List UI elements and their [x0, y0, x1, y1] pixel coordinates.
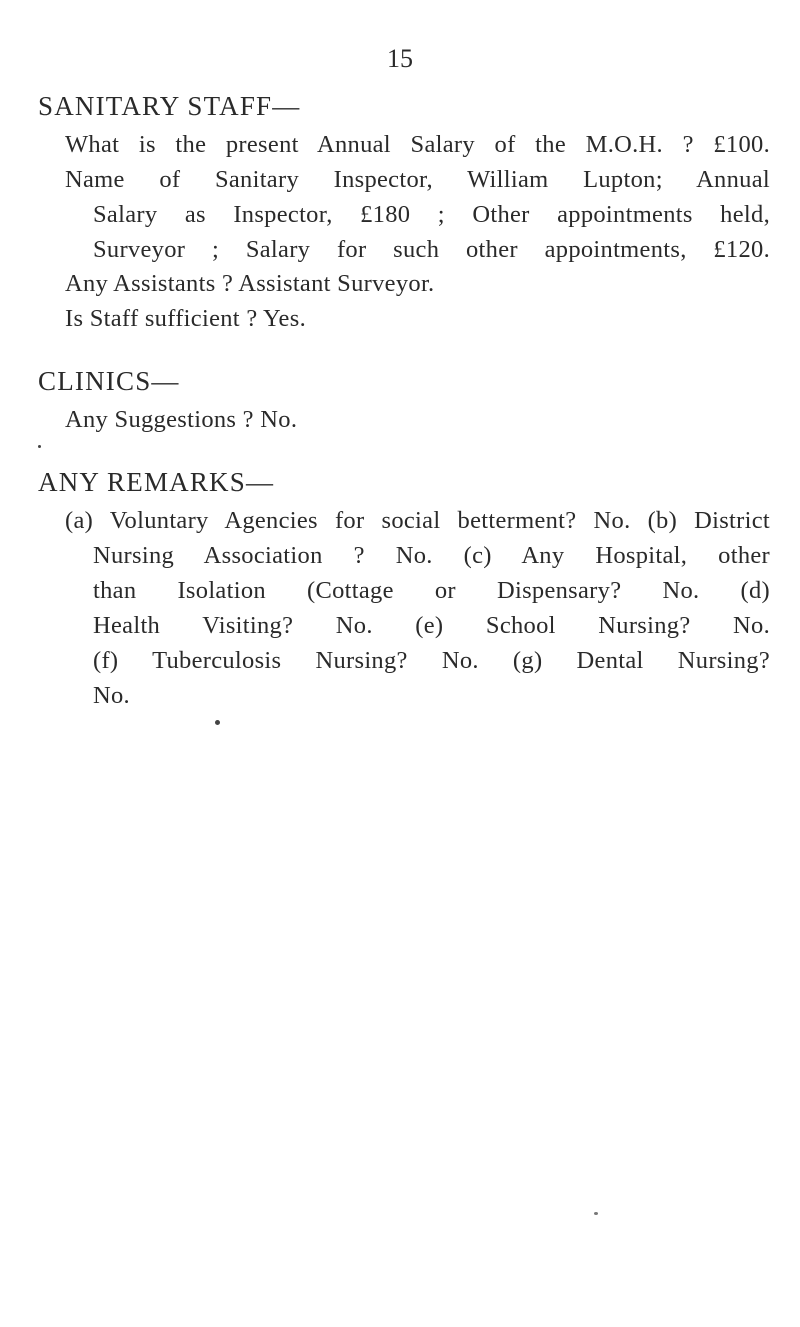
staff-sufficient-line — [65, 301, 770, 336]
remarks-heading: ANY REMARKS— — [38, 467, 275, 497]
inspector-line-2: Salary as Inspector, £180 ; Other appointments held, — [93, 201, 770, 228]
suggestions-text: Any Suggestions ? No. — [65, 406, 298, 433]
remarks-line-5: (f) Tuberculosis Nursing? No. (g) Dental Nursing? — [93, 647, 770, 674]
scan-speck — [38, 445, 41, 448]
remarks-line-4: Health Visiting? No. (e) School Nursing? No. — [93, 612, 770, 639]
clinics-heading: CLINICS— — [38, 366, 180, 396]
inspector-line-3: Surveyor ; Salary for such other appointments, £120. — [93, 236, 770, 263]
remarks-line-6: No. — [93, 682, 130, 709]
remarks-paragraph — [65, 503, 770, 713]
scan-speck — [215, 720, 220, 725]
page-number: 15 — [387, 44, 413, 73]
inspector-line-1: Name of Sanitary Inspector, William Lupton; Annual — [65, 166, 770, 193]
remarks-line-3: than Isolation (Cottage or Dispensary? No. (d) — [93, 577, 770, 604]
inspector-paragraph — [65, 162, 770, 267]
scan-speck — [594, 1212, 598, 1215]
moh-salary-text: What is the present Annual Salary of the M.O.H. ? £100. — [65, 131, 770, 158]
suggestions-line — [65, 402, 770, 437]
staff-sufficient-text: Is Staff sufficient ? Yes. — [65, 305, 306, 332]
assistants-text: Any Assistants ? Assistant Surveyor. — [65, 270, 435, 297]
moh-salary-line — [65, 127, 770, 162]
remarks-line-1: (a) Voluntary Agencies for social betterment? No. (b) District — [65, 507, 770, 534]
sanitary-staff-heading: SANITARY STAFF— — [38, 91, 301, 121]
assistants-line — [65, 266, 770, 301]
remarks-line-2: Nursing Association ? No. (c) Any Hospital, other — [93, 542, 770, 569]
